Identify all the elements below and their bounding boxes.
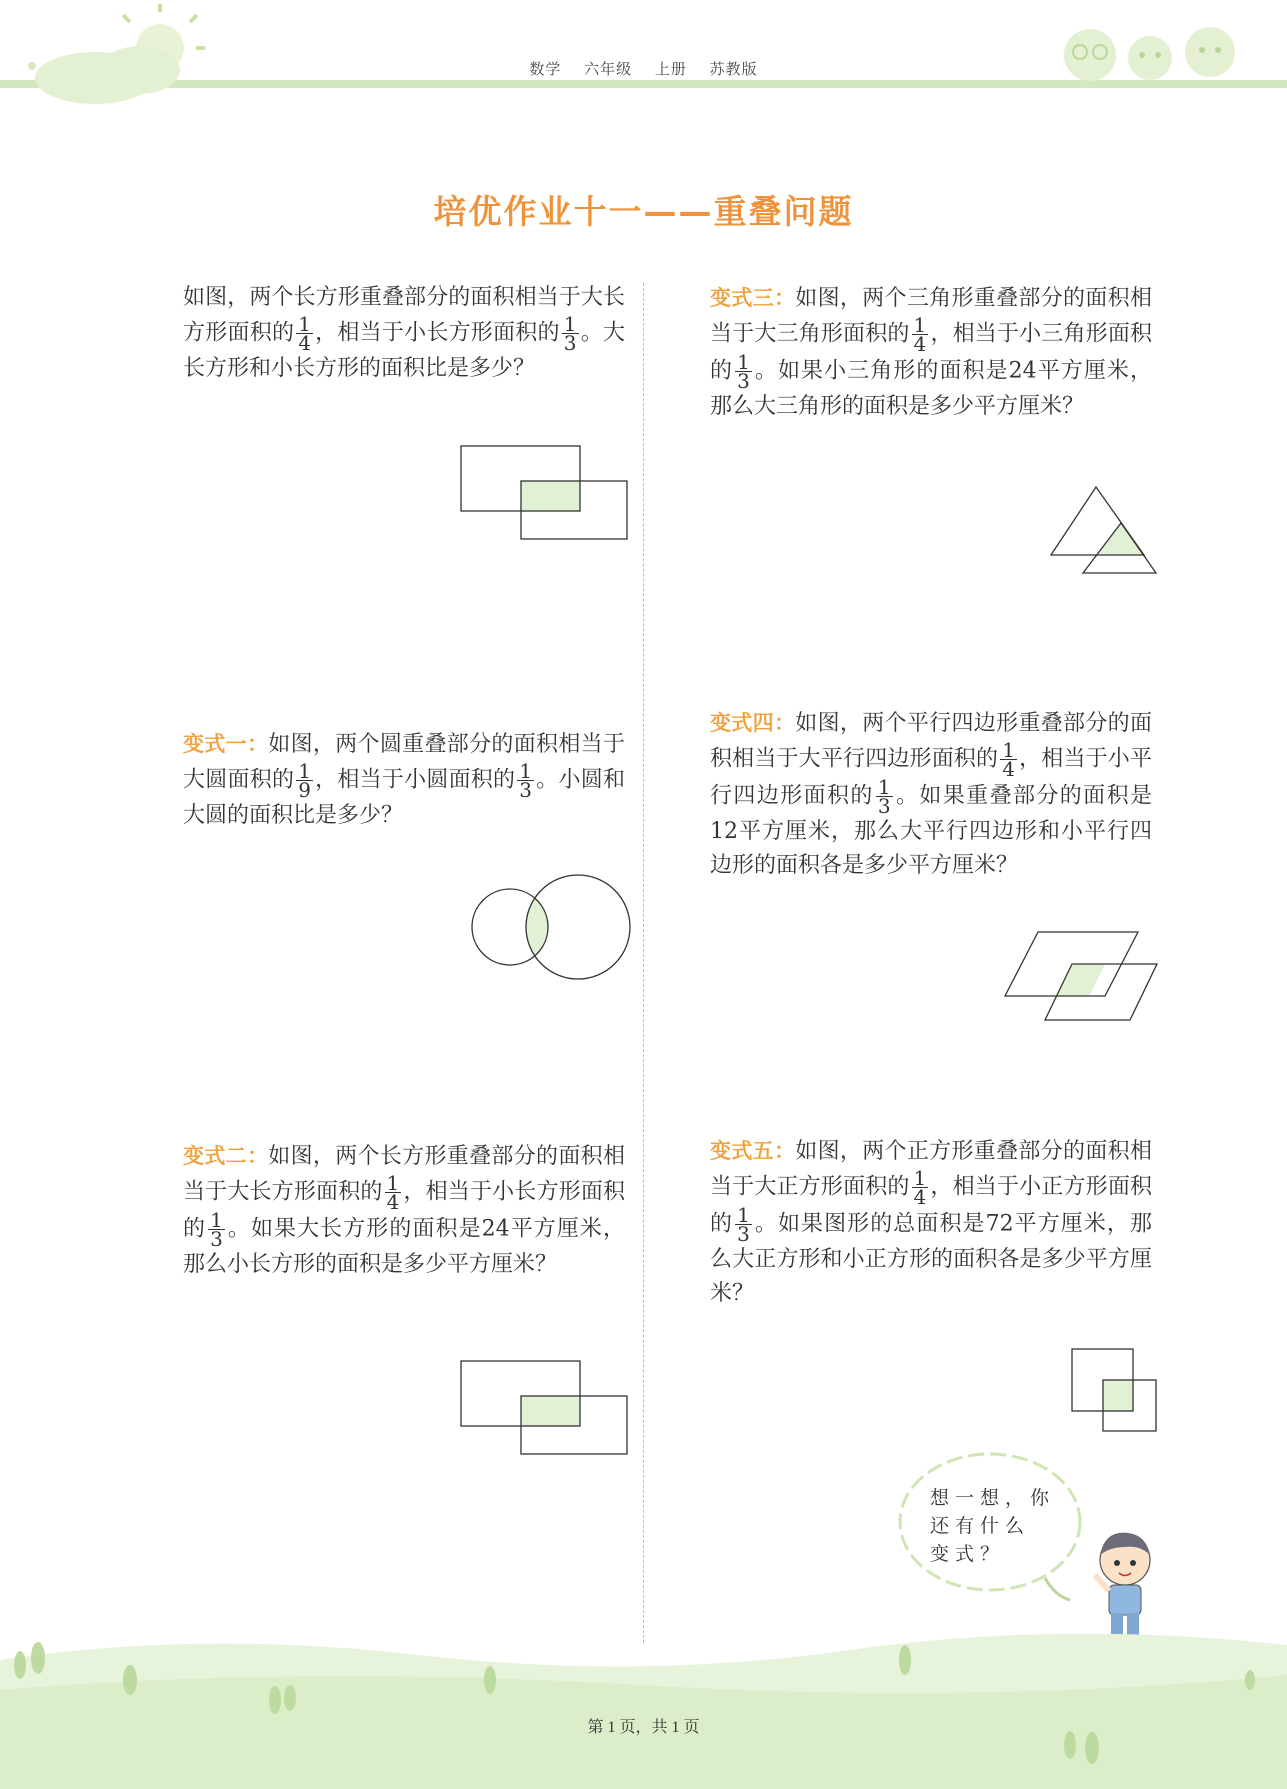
fraction: $\frac{1}{4}$	[386, 1171, 400, 1214]
fraction: $\frac{1}{9}$	[298, 759, 311, 802]
question-variant-2: 变式二：如图，两个长方形重叠部分的面积相当于大长方形面积的 $\frac{1}{4}$ ，相当于小长方形面积的 $\frac{1}{3}$ 。如果大长方形的面积是24平方厘米，那么小长方形的面积是多少平方厘米？	[183, 1144, 625, 1277]
fraction: $\frac{1}{4}$	[1002, 738, 1015, 781]
sun-cloud-icon	[28, 4, 205, 104]
question-variant-4: 变式四：如图，两个平行四边形重叠部分的面积相当于大平行四边形面积的 $\frac{1}{4}$ ，相当于小平行四边形面积的 $\frac{1}{3}$ 。如果重叠部分的面积是12平方厘米，那么大平行四边形和小平行四边形的面积各是多少平方厘米？	[710, 711, 1152, 878]
fraction: $\frac{1}{3}$	[519, 759, 533, 802]
header-volume: 上册	[654, 62, 687, 78]
page-title: 培优作业十一——重叠问题	[433, 192, 854, 231]
overlapping-triangles-figure	[1048, 485, 1158, 577]
overlapping-rectangles-figure	[455, 1355, 640, 1460]
question-variant-3: 变式三：如图，两个三角形重叠部分的面积相当于大三角形面积的 $\frac{1}{4}$ ，相当于小三角形面积的 $\frac{1}{3}$ 。如果小三角形的面积是24平方厘米，那么大三角形的面积是多少平方厘米？	[710, 286, 1152, 419]
variant-label: 变式五：	[710, 1139, 796, 1163]
fraction: $\frac{1}{4}$	[913, 1166, 927, 1209]
page-number-footer: 第 1 页，共 1 页	[587, 1719, 700, 1736]
fraction: $\frac{1}{3}$	[877, 775, 891, 818]
overlapping-circles-figure	[470, 872, 640, 982]
fraction: $\frac{1}{4}$	[298, 312, 311, 355]
thought-bubble-text: 想一想，你 还有什么 变式？	[930, 1487, 1056, 1565]
variant-label: 变式三：	[710, 286, 796, 310]
overlapping-squares-figure	[1066, 1344, 1161, 1436]
landscape-decoration	[0, 1620, 1287, 1789]
question-main: 如图，两个长方形重叠部分的面积相当于大长方形面积的 $\frac{1}{4}$ ，相当于小长方形面积的 $\frac{1}{3}$ 。大长方形和小长方形的面积比是多少？	[183, 285, 625, 381]
header-grade: 六年级	[584, 62, 633, 78]
fraction: $\frac{1}{3}$	[563, 312, 577, 355]
overlapping-parallelograms-figure	[1000, 928, 1160, 1024]
question-variant-5: 变式五：如图，两个正方形重叠部分的面积相当于大正方形面积的 $\frac{1}{4}$ ，相当于小正方形面积的 $\frac{1}{3}$ 。如果图形的总面积是72平方厘米，那么大正方形和小正方形的面积各是多少平方厘米？	[710, 1139, 1152, 1306]
header-edition: 苏教版	[709, 62, 758, 78]
header-subject: 数学	[529, 62, 562, 78]
fraction: $\frac{1}{3}$	[737, 1203, 750, 1246]
header-decoration	[0, 0, 1287, 110]
running-header	[0, 58, 1287, 79]
question-variant-1: 变式一：如图，两个圆重叠部分的面积相当于大圆面积的 $\frac{1}{9}$ ，相当于小圆面积的 $\frac{1}{3}$ 。小圆和大圆的面积比是多少？	[183, 732, 625, 828]
variant-label: 变式四：	[710, 711, 796, 735]
variant-label: 变式一：	[183, 732, 269, 756]
variant-label: 变式二：	[183, 1144, 269, 1168]
overlapping-rectangles-figure	[455, 440, 640, 545]
column-divider	[643, 283, 644, 1643]
fraction: $\frac{1}{3}$	[737, 350, 750, 393]
fraction: $\frac{1}{4}$	[913, 313, 927, 356]
fraction: $\frac{1}{3}$	[210, 1208, 223, 1251]
